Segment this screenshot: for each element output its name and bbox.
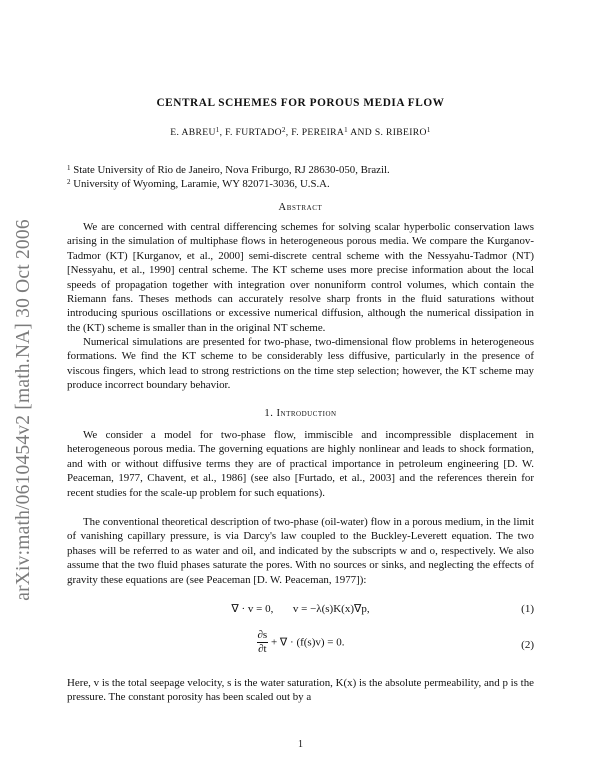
equation-2-rest: + ∇ · (f(s)v) = 0. bbox=[270, 636, 345, 649]
equation-2-denominator: ∂t bbox=[258, 643, 267, 655]
affiliation-1 bbox=[67, 163, 534, 177]
equation-2-fraction bbox=[257, 629, 269, 656]
section-heading-introduction: 1. Introduction bbox=[264, 408, 337, 419]
author-name: F. PEREIRA bbox=[291, 127, 345, 138]
abstract-paragraph-1: We are concerned with central differencing schemes for solving scalar hyperbolic conservation laws arising in the simulation of multiphase flows in heterogeneous porous media. We compare the Kurganov-Tadmor (KT) [Kurganov, et al., 2000] semi-discrete central scheme with the Nessyahu-Tadmor (NT) [Nessyahu, et al., 1990] central scheme. The KT scheme uses more precise information about the local speeds of propagation together with integration over nonuniform control volumes, which contain the Riemann fans. Theses methods can accurately resolve sharp fronts in the fluid saturations without introducing spurious oscillations or excessive numerical diffusion, although the numerical dissipation in the (KT) scheme is smaller than in the original NT scheme. bbox=[67, 221, 534, 334]
intro-paragraph-2: The conventional theoretical description of two-phase (oil-water) flow in a porous medium, in the limit of vanishing capillary pressure, is via Darcy's law coupled to the Buckley-Leverett equation. The two phases will be referred to as water and oil, and indicated by the subscripts w and o, respectively. We also assume that the two fluid phases saturate the pores. With no sources or sinks, and neglecting the effects of gravity these equations are (see Peaceman [D. W. Peaceman, 1977]): bbox=[67, 516, 534, 586]
affil-text: State University of Rio de Janeiro, Nova Friburgo, RJ 28630-050, Brazil. bbox=[73, 164, 390, 176]
affil-text: University of Wyoming, Laramie, WY 82071-3036, U.S.A. bbox=[73, 178, 330, 190]
equation-2-numerator: ∂s bbox=[257, 629, 268, 641]
page-number: 1 bbox=[298, 739, 303, 750]
author-affil-mark: 1 bbox=[344, 126, 348, 134]
equation-1-right: v = −λ(s)K(x)∇p, bbox=[292, 603, 370, 615]
abstract-paragraph-2: Numerical simulations are presented for two-phase, two-dimensional flow problems in heterogeneous formations. We find the KT scheme to be considerably less diffusive, particularly in the presence of viscous fingers, which lead to strong restrictions on the time step selection; however, the KT scheme may produce incorrect boundary behavior. bbox=[67, 336, 534, 392]
equation-2-number: (2) bbox=[521, 639, 534, 651]
intro-paragraph-3: Here, v is the total seepage velocity, s is the water saturation, K(x) is the absolute permeability, and p is the pressure. The constant porosity has been scaled out by a bbox=[67, 677, 534, 704]
author-list bbox=[67, 126, 534, 140]
affil-mark: 1 bbox=[67, 164, 71, 172]
intro-paragraph-1: We consider a model for two-phase flow, immiscible and incompressible displacement in heterogeneous porous media. The governing equations are highly nonlinear and leads to shock formation, and with or without diffusive terms they are of practical importance in petroleum engineering [D. W. Peaceman, 1977, Chavent, et al., 1986] (see also [Furtado, et al., 2003] and the references therein for recent studies for the scale-up problem for such equations). bbox=[67, 429, 534, 499]
author-name: S. RIBEIRO bbox=[374, 127, 427, 138]
arxiv-sidebar-stamp bbox=[4, 160, 44, 660]
equation-1 bbox=[67, 602, 534, 618]
author-separator: , bbox=[285, 127, 292, 138]
author-name: F. FURTADO bbox=[225, 127, 282, 138]
equation-1-body bbox=[67, 602, 534, 616]
author-name: E. ABREU bbox=[170, 127, 216, 138]
affil-mark: 2 bbox=[67, 178, 71, 186]
abstract-heading: Abstract bbox=[278, 202, 323, 213]
equation-1-number: (1) bbox=[521, 603, 534, 615]
author-affil-mark: 1 bbox=[215, 126, 220, 134]
equation-2-body bbox=[67, 629, 534, 656]
author-separator: AND bbox=[348, 127, 375, 138]
author-affil-mark: 2 bbox=[281, 126, 286, 134]
author-affil-mark: 1 bbox=[426, 126, 431, 134]
author-separator: , bbox=[219, 127, 226, 138]
equation-1-left: ∇ · v = 0, bbox=[231, 603, 274, 615]
affiliation-2 bbox=[67, 177, 534, 191]
equation-2 bbox=[67, 629, 534, 663]
paper-title: CENTRAL SCHEMES FOR POROUS MEDIA FLOW bbox=[156, 97, 445, 109]
arxiv-identifier: arXiv:math/0610454v2 [math.NA] 30 Oct 2006 bbox=[13, 219, 35, 601]
